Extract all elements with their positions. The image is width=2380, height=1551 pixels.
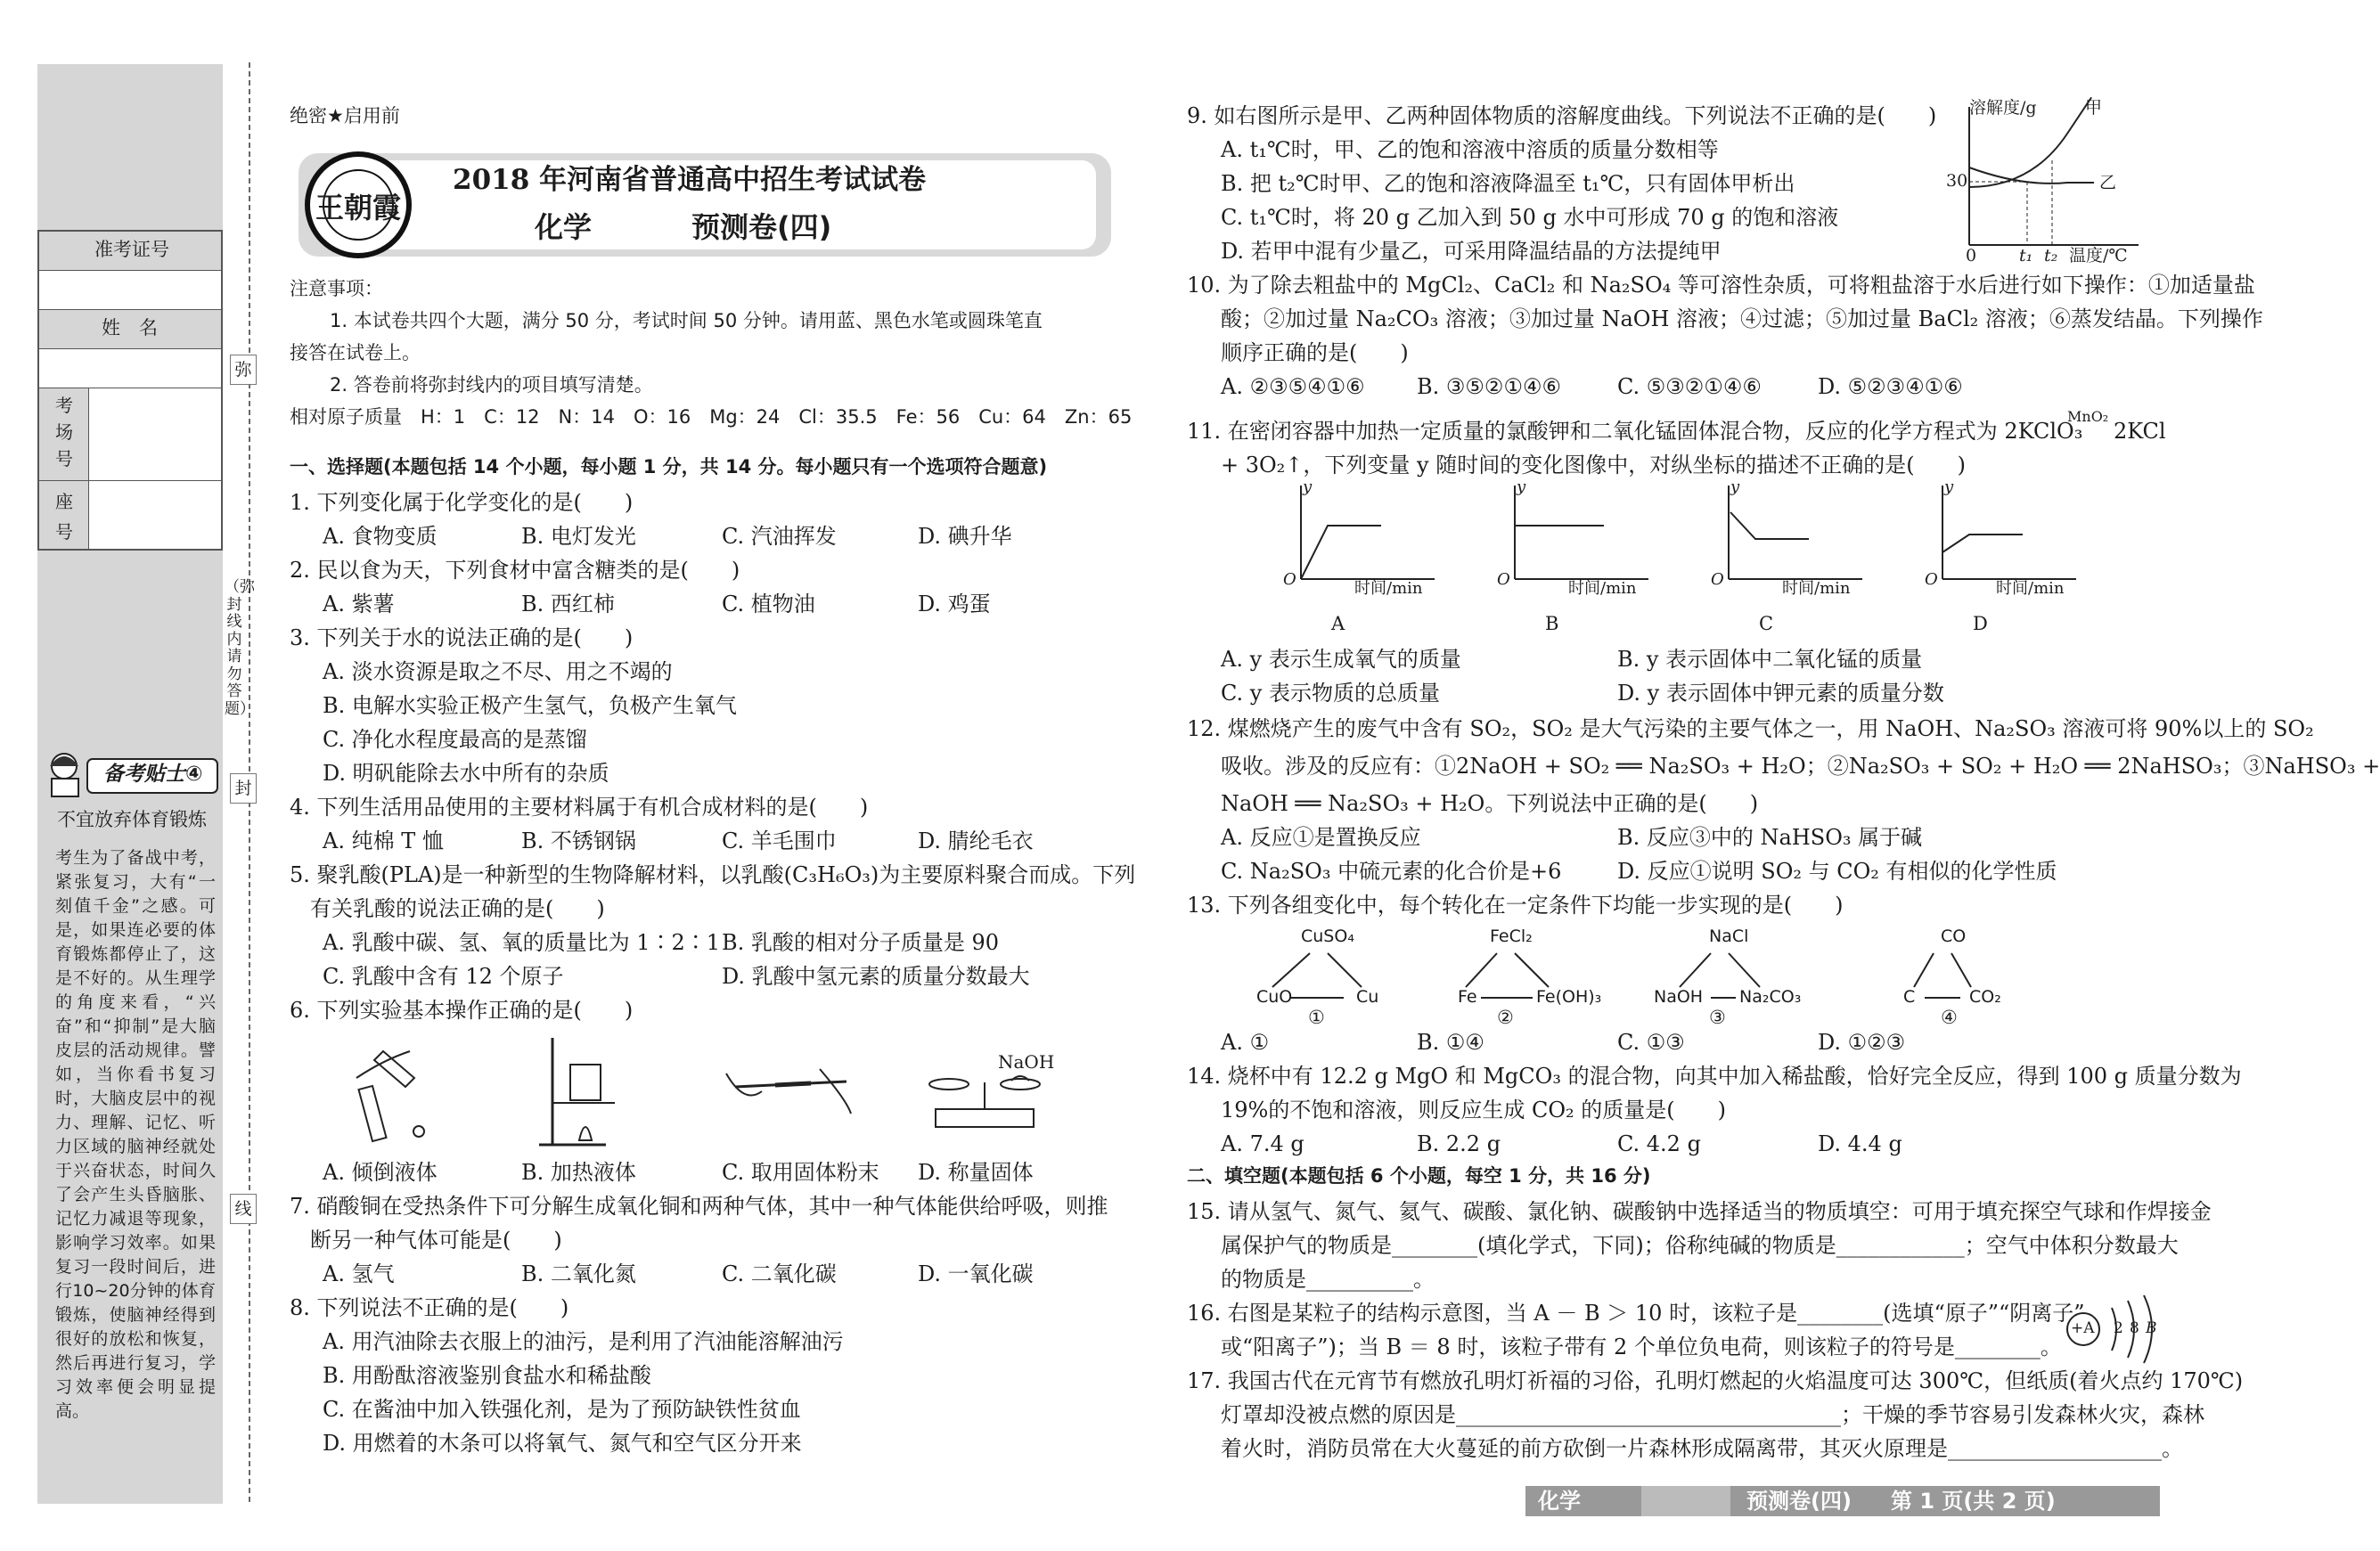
- note-2: 2. 答卷前将弥封线内的项目填写清楚。: [330, 374, 653, 396]
- graph-d-line: [1942, 535, 2023, 552]
- q10-stem-2: 酸；②加过量 Na₂CO₃ 溶液；③加过量 NaOH 溶液；④过滤；⑤加过量 BaCl₂ 溶液；⑥蒸发结晶。下列操作: [1221, 306, 2263, 331]
- q6-option-a[interactable]: A. 倾倒液体: [323, 1160, 438, 1185]
- q3-option-b[interactable]: B. 电解水实验正极产生氢气，负极产生氧气: [323, 693, 737, 718]
- publisher-logo: [305, 151, 412, 258]
- q11-option-c[interactable]: C. y 表示物质的总质量: [1221, 681, 1440, 706]
- q14-option-d[interactable]: D. 4.4 g: [1818, 1131, 1902, 1156]
- shell-3-electrons: B: [2146, 1319, 2157, 1337]
- solid-powder-figure: [722, 1051, 855, 1131]
- shell-2-electrons: 8: [2130, 1319, 2139, 1337]
- q9-t2: t₂: [2044, 246, 2058, 265]
- q2-option-d[interactable]: D. 鸡蛋: [918, 592, 991, 616]
- q12-stem-3: NaOH ══ Na₂SO₃ + H₂O。下列说法中正确的是( ): [1221, 791, 1759, 816]
- t4-top: CO: [1941, 927, 1967, 946]
- q6-option-b[interactable]: B. 加热液体: [521, 1160, 636, 1185]
- t2-right: Fe(OH)₃: [1536, 987, 1602, 1007]
- q7-stem: 7. 硝酸铜在受热条件下可分解生成氧化铜和两种气体，其中一种气体能供给呼吸，则推: [290, 1194, 1108, 1219]
- tip-title: 不宜放弃体育锻炼: [57, 809, 207, 830]
- graph-d-ylabel: y: [1944, 478, 1954, 496]
- balance-figure: [918, 1065, 1051, 1136]
- q11-stem-2: + 3O₂↑，下列变量 y 随时间的变化图像中，对纵坐标的描述不正确的是( ): [1221, 453, 1966, 478]
- graph-c-label: C: [1759, 613, 1774, 634]
- q13-option-b[interactable]: B. ①④: [1417, 1030, 1484, 1055]
- q11-option-a[interactable]: A. y 表示生成氧气的质量: [1221, 647, 1461, 672]
- q1-option-b[interactable]: B. 电灯发光: [521, 524, 636, 549]
- q12-stem-2: 吸收。涉及的反应有：①2NaOH + SO₂ ══ Na₂SO₃ + H₂O；②Na₂SO₃ + SO₂ + H₂O ══ 2NaHSO₃；③NaHSO₃ +: [1221, 754, 2380, 779]
- room-char-2: 场: [55, 421, 73, 443]
- q7-option-c[interactable]: C. 二氧化碳: [722, 1261, 837, 1286]
- tip-text: 考生为了备战中考，紧张复习，大有“一刻值千金”之感。可是，如果连必要的体育锻炼都停止了，这是不好的。从生理学的角度来看，“兴奋”和“抑制”是大脑皮层的活动规律。譬如，当你看书复习时，大脑皮层中的视力、理解、记忆、听力区域的脑神经就处于兴奋状态，时间久了会产生头昏脑胀、记忆力减退等现象，影响学习效率。如果复习一段时间后，进行10~20分钟的体育锻炼，使脑神经得到很好的放松和恢复，然后再进行复习，学习效率便会明显提高。: [55, 848, 216, 1421]
- q9-option-b[interactable]: B. 把 t₂℃时甲、乙的饱和溶液降温至 t₁℃，只有固体甲析出: [1221, 171, 1795, 196]
- q4-stem: 4. 下列生活用品使用的主要材料属于有机合成材料的是( ): [290, 795, 869, 820]
- t3-right: Na₂CO₃: [1739, 987, 1802, 1007]
- q7-option-b[interactable]: B. 二氧化氮: [521, 1261, 636, 1286]
- q15-line3[interactable]: 的物质是__________。: [1221, 1267, 1435, 1292]
- q12-option-c[interactable]: C. Na₂SO₃ 中硫元素的化合价是+6: [1221, 859, 1562, 884]
- q17-line2[interactable]: 灯罩却没被点燃的原因是____________________________________；干燥的季节容易引发森林火灾，森林: [1221, 1402, 2204, 1427]
- q5-stem-2: 有关乳酸的说法正确的是( ): [310, 896, 605, 921]
- q5-option-a[interactable]: A. 乳酸中碳、氢、氧的质量比为 1∶2∶1: [323, 930, 721, 955]
- q5-option-c[interactable]: C. 乳酸中含有 12 个原子: [323, 964, 564, 989]
- q4-option-d[interactable]: D. 腈纶毛衣: [918, 829, 1034, 853]
- q9-jia-label: 甲: [2085, 98, 2103, 118]
- q17-line3[interactable]: 着火时，消防员常在大火蔓延的前方砍倒一片森林形成隔离带，其灭火原理是____________________。: [1221, 1436, 2183, 1461]
- secret-label: 绝密★启用前: [290, 105, 400, 127]
- graph-b-xlabel: 时间/min: [1568, 579, 1637, 598]
- q13-option-c[interactable]: C. ①③: [1617, 1030, 1685, 1055]
- q4-option-c[interactable]: C. 羊毛围巾: [722, 829, 837, 853]
- atomic-masses: 相对原子质量 H：1 C：12 N：14 O：16 Mg：24 Cl：35.5 Fe：56 Cu：64 Zn：65: [290, 406, 1133, 428]
- seal-note: （弥封线内请勿答题）: [225, 578, 255, 718]
- q9-origin: 0: [1966, 246, 1977, 265]
- q9-option-d[interactable]: D. 若甲中混有少量乙，可采用降温结晶的方法提纯甲: [1221, 239, 1722, 264]
- graph-a-xlabel: 时间/min: [1354, 579, 1423, 598]
- q9-xlabel: 温度/℃: [2069, 246, 2128, 265]
- q14-option-a[interactable]: A. 7.4 g: [1221, 1131, 1305, 1156]
- q9-yi-label: 乙: [2099, 173, 2117, 192]
- room-field[interactable]: [91, 388, 219, 478]
- q6-stem: 6. 下列实验基本操作正确的是( ): [290, 998, 634, 1023]
- q6-option-d[interactable]: D. 称量固体: [918, 1160, 1034, 1185]
- q11-catalyst: MnO₂: [2067, 408, 2109, 425]
- q8-stem: 8. 下列说法不正确的是( ): [290, 1295, 569, 1320]
- t1-left: CuO: [1256, 987, 1293, 1007]
- graph-d-xlabel: 时间/min: [1996, 579, 2065, 598]
- seat-char-2: 号: [55, 521, 73, 543]
- q6-option-c[interactable]: C. 取用固体粉末: [722, 1160, 879, 1185]
- graph-a-line: [1301, 526, 1381, 579]
- graph-c-xlabel: 时间/min: [1782, 579, 1851, 598]
- exam-no-label: 准考证号: [94, 239, 169, 260]
- q9-t1: t₁: [2019, 246, 2033, 265]
- q14-stem: 14. 烧杯中有 12.2 g MgO 和 MgCO₃ 的混合物，向其中加入稀盐酸，恰好完全反应，得到 100 g 质量分数为: [1187, 1064, 2242, 1089]
- q15-line1: 15. 请从氢气、氮气、氦气、碳酸、氯化钠、碳酸钠中选择适当的物质填空：可用于填充探空气球和作焊接金: [1187, 1199, 2212, 1224]
- q3-option-d[interactable]: D. 明矾能除去水中所有的杂质: [323, 761, 609, 786]
- graph-d-origin: O: [1925, 570, 1938, 589]
- notes-title: 注意事项：: [290, 278, 383, 299]
- t4-number: ④: [1941, 1007, 1958, 1028]
- graph-c-origin: O: [1711, 570, 1724, 589]
- note-1b: 接答在试卷上。: [290, 342, 421, 363]
- subject-title: 化学: [535, 210, 593, 244]
- exam-title: 2018 年河南省普通高中招生考试试卷: [453, 164, 927, 196]
- student-info-box: [37, 230, 223, 551]
- q14-option-b[interactable]: B. 2.2 g: [1417, 1131, 1501, 1156]
- graph-d-label: D: [1973, 613, 1988, 634]
- footer-subject: 化学: [1538, 1489, 1581, 1514]
- footer-paper: 预测卷(四): [1746, 1489, 1852, 1514]
- q5-option-b[interactable]: B. 乳酸的相对分子质量是 90: [722, 930, 1000, 955]
- t1-number: ①: [1308, 1007, 1325, 1028]
- q9-y30: 30: [1946, 171, 1968, 191]
- graph-a-origin: O: [1283, 570, 1296, 589]
- q1-stem: 1. 下列变化属于化学变化的是( ): [290, 490, 634, 515]
- nucleus-charge: +A: [2071, 1319, 2095, 1337]
- t2-top: FeCl₂: [1490, 927, 1533, 946]
- q3-stem: 3. 下列关于水的说法正确的是( ): [290, 625, 634, 650]
- page-footer: [1525, 1486, 2160, 1516]
- seal-mark-1: 弥: [230, 355, 257, 385]
- note-1a: 1. 本试卷共四个大题，满分 50 分，考试时间 50 分钟。请用蓝、黑色水笔或圆珠笔直: [330, 310, 1043, 331]
- q11-product: 2KCl: [2114, 419, 2166, 444]
- q16-line1[interactable]: 16. 右图是某粒子的结构示意图，当 A － B ＞ 10 时，该粒子是________(选填“原子”“阴离子”: [1187, 1301, 2085, 1326]
- room-char-3: 号: [55, 448, 73, 469]
- q6-naoh-label: NaOH: [998, 1051, 1055, 1073]
- q4-option-b[interactable]: B. 不锈钢锅: [521, 829, 636, 853]
- q10-option-d[interactable]: D. ⑤②③④①⑥: [1818, 374, 1963, 399]
- section2-title: 二、填空题(本题包括 6 个小题，每空 1 分，共 16 分): [1187, 1165, 1651, 1187]
- q10-stem-3: 顺序正确的是( ): [1221, 340, 1409, 365]
- paper-title: 预测卷(四): [691, 210, 832, 244]
- graph-a-ylabel: y: [1303, 478, 1313, 496]
- q9-option-c[interactable]: C. t₁℃时，将 20 g 乙加入到 50 g 水中可形成 70 g 的饱和溶液: [1221, 205, 1839, 230]
- q1-option-a[interactable]: A. 食物变质: [323, 524, 438, 549]
- q7-option-a[interactable]: A. 氢气: [323, 1261, 395, 1286]
- graph-b-origin: O: [1497, 570, 1510, 589]
- graph-c-ylabel: y: [1730, 478, 1740, 496]
- q9-option-a[interactable]: A. t₁℃时，甲、乙的饱和溶液中溶质的质量分数相等: [1221, 137, 1719, 162]
- seat-char-1: 座: [55, 491, 73, 512]
- q11-option-b[interactable]: B. y 表示固体中二氧化锰的质量: [1617, 647, 1923, 672]
- q14-option-c[interactable]: C. 4.2 g: [1617, 1131, 1701, 1156]
- q12-option-a[interactable]: A. 反应①是置换反应: [1221, 825, 1421, 850]
- shell-1-electrons: 2: [2114, 1319, 2123, 1337]
- q17-line1: 17. 我国古代在元宵节有燃放孔明灯祈福的习俗，孔明灯燃起的火焰温度可达 300℃，但纸质(着火点约 170℃): [1187, 1368, 2244, 1393]
- t1-top: CuSO₄: [1301, 927, 1354, 946]
- q2-option-a[interactable]: A. 紫薯: [323, 592, 395, 616]
- footer-page: 第 1 页(共 2 页): [1891, 1489, 2056, 1514]
- graph-c-line: [1730, 512, 1809, 539]
- pouring-liquid-figure: [330, 1033, 454, 1149]
- q11-option-d[interactable]: D. y 表示固体中钾元素的质量分数: [1617, 681, 1944, 706]
- q2-stem: 2. 民以食为天，下列食材中富含糖类的是( ): [290, 558, 740, 583]
- name-label: 姓 名: [102, 317, 158, 339]
- q8-option-c[interactable]: C. 在酱油中加入铁强化剂，是为了预防缺铁性贫血: [323, 1397, 801, 1422]
- q8-option-b[interactable]: B. 用酚酞溶液鉴别食盐水和稀盐酸: [323, 1363, 651, 1388]
- q13-stem: 13. 下列各组变化中，每个转化在一定条件下均能一步实现的是( ): [1187, 893, 1844, 918]
- tip-banner: [41, 747, 219, 800]
- t2-left: Fe: [1458, 987, 1477, 1007]
- q11-stem: 11. 在密闭容器中加热一定质量的氯酸钾和二氧化锰固体混合物，反应的化学方程式为 2KClO₃: [1187, 419, 2083, 444]
- tip-banner-text: 备考贴士④: [103, 763, 203, 786]
- q2-option-c[interactable]: C. 植物油: [722, 592, 815, 616]
- q13-option-d[interactable]: D. ①②③: [1818, 1030, 1906, 1055]
- q13-option-a[interactable]: A. ①: [1221, 1030, 1270, 1055]
- q8-option-d[interactable]: D. 用燃着的木条可以将氧气、氮气和空气区分开来: [323, 1431, 802, 1456]
- q5-stem: 5. 聚乳酸(PLA)是一种新型的生物降解材料，以乳酸(C₃H₆O₃)为主要原料聚合而成。下列: [290, 862, 1136, 887]
- q16-line2[interactable]: 或“阳离子”)；当 B ＝ 8 时，该粒子带有 2 个单位负电荷，则该粒子的符号是________。: [1221, 1335, 2062, 1359]
- q12-option-d[interactable]: D. 反应①说明 SO₂ 与 CO₂ 有相似的化学性质: [1617, 859, 2057, 884]
- q8-option-a[interactable]: A. 用汽油除去衣服上的油污，是利用了汽油能溶解油污: [323, 1329, 844, 1354]
- q4-option-a[interactable]: A. 纯棉 T 恤: [323, 829, 444, 853]
- q10-option-b[interactable]: B. ③⑤②①④⑥: [1417, 374, 1561, 399]
- name-field[interactable]: [39, 349, 221, 388]
- t4-left: C: [1903, 987, 1916, 1007]
- seal-mark-3: 线: [230, 1194, 257, 1224]
- room-char-1: 考: [55, 395, 73, 416]
- q15-line2[interactable]: 属保护气的物质是________(填化学式，下同)；俗称纯碱的物质是____________；空气中体积分数最大: [1221, 1233, 2179, 1258]
- graph-a-label: A: [1331, 613, 1345, 634]
- q12-stem: 12. 煤燃烧产生的废气中含有 SO₂，SO₂ 是大气污染的主要气体之一，用 NaOH、Na₂SO₃ 溶液可将 90%以上的 SO₂: [1187, 716, 2314, 741]
- seal-mark-2: 封: [230, 773, 257, 804]
- q1-option-c[interactable]: C. 汽油挥发: [722, 524, 837, 549]
- q9-ylabel: 溶解度/g: [1969, 98, 2037, 118]
- section1-title: 一、选择题(本题包括 14 个小题，每小题 1 分，共 14 分。每小题只有一个选项符合题意): [290, 456, 1048, 478]
- triangle-4-arrows: [1914, 953, 1971, 998]
- q12-option-b[interactable]: B. 反应③中的 NaHSO₃ 属于碱: [1617, 825, 1923, 850]
- q3-option-a[interactable]: A. 淡水资源是取之不尽、用之不竭的: [323, 659, 673, 684]
- q1-option-d[interactable]: D. 碘升华: [918, 524, 1012, 549]
- q5-option-d[interactable]: D. 乳酸中氢元素的质量分数最大: [722, 964, 1030, 989]
- q3-option-c[interactable]: C. 净化水程度最高的是蒸馏: [323, 727, 587, 752]
- q14-stem-2: 19%的不饱和溶液，则反应生成 CO₂ 的质量是( ): [1221, 1098, 1726, 1122]
- seat-field[interactable]: [91, 481, 219, 549]
- q10-stem: 10. 为了除去粗盐中的 MgCl₂、CaCl₂ 和 Na₂SO₄ 等可溶性杂质，可将粗盐溶于水后进行如下操作：①加适量盐: [1187, 273, 2255, 298]
- q7-option-d[interactable]: D. 一氧化碳: [918, 1261, 1034, 1286]
- graph-b-ylabel: y: [1517, 478, 1526, 496]
- t3-top: NaCl: [1709, 927, 1749, 946]
- logo-text: 王朝霞: [315, 191, 401, 224]
- heating-liquid-figure: [535, 1033, 633, 1149]
- exam-no-field[interactable]: [39, 271, 221, 310]
- t3-number: ③: [1709, 1007, 1726, 1028]
- t4-right: CO₂: [1969, 987, 2001, 1007]
- q7-stem-2: 断另一种气体可能是( ): [310, 1228, 562, 1253]
- t2-number: ②: [1497, 1007, 1514, 1028]
- t3-left: NaOH: [1654, 987, 1704, 1007]
- q10-option-a[interactable]: A. ②③⑤④①⑥: [1221, 374, 1365, 399]
- t1-right: Cu: [1356, 987, 1379, 1007]
- q9-stem: 9. 如右图所示是甲、乙两种固体物质的溶解度曲线。下列说法不正确的是( ): [1187, 103, 1937, 128]
- graph-b-label: B: [1545, 613, 1559, 634]
- q10-option-c[interactable]: C. ⑤③②①④⑥: [1617, 374, 1762, 399]
- q2-option-b[interactable]: B. 西红柿: [521, 592, 615, 616]
